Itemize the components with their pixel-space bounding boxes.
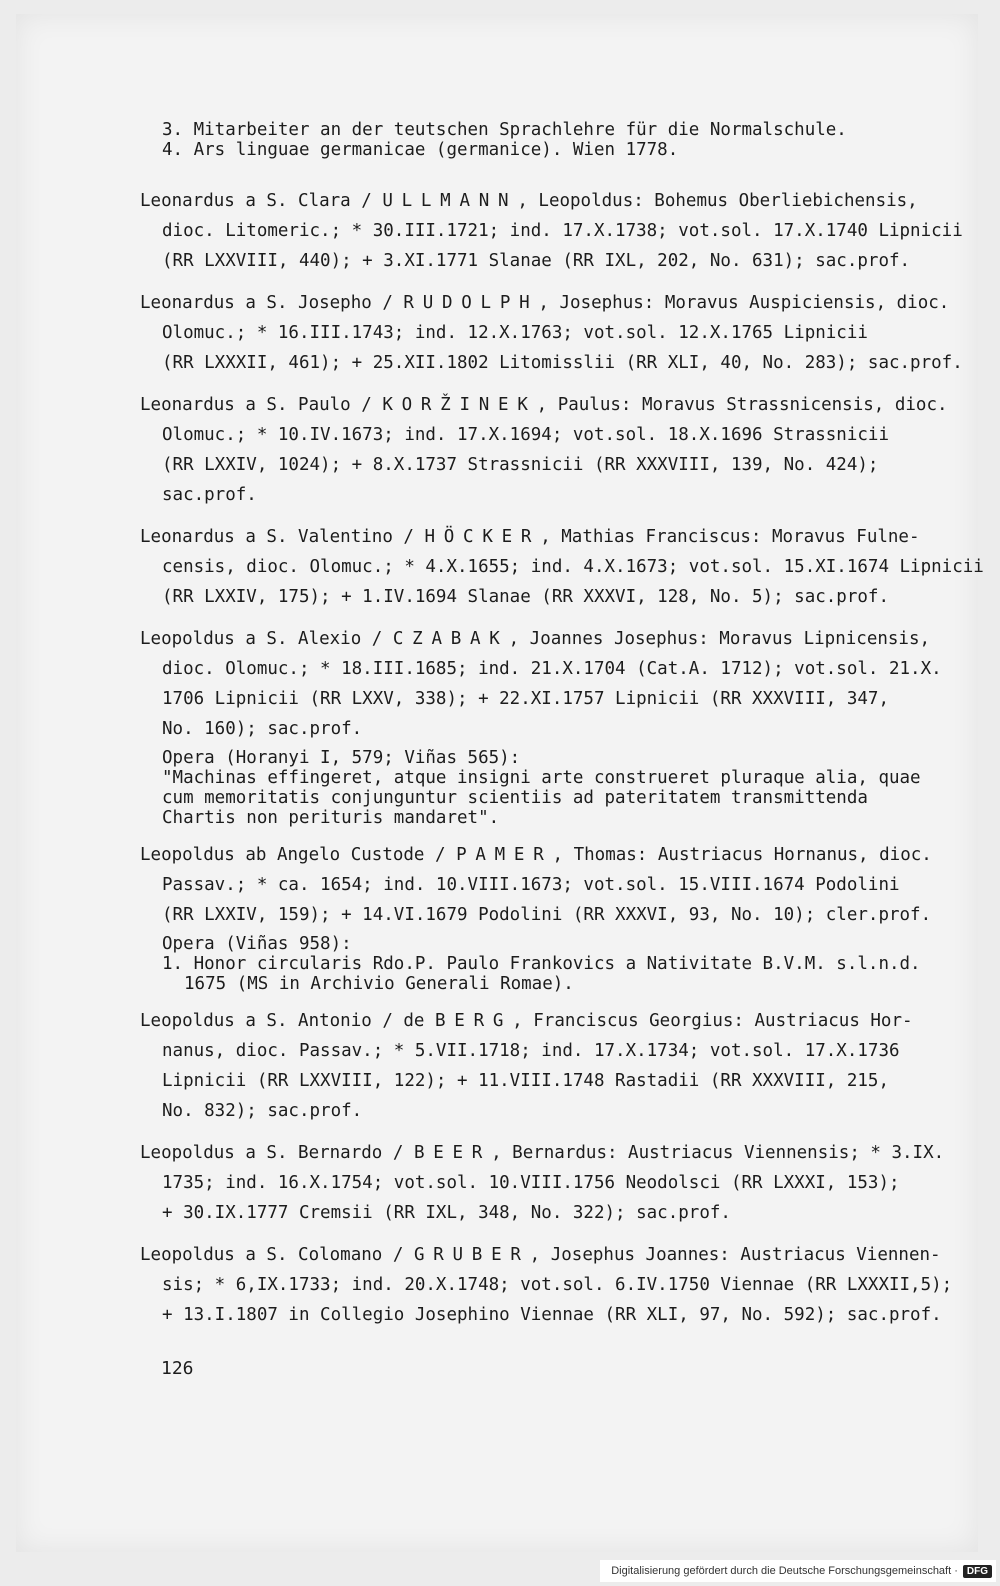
entry-detail-line: (RR LXXIV, 1024); + 8.X.1737 Strassnicii (RR XXXVIII, 139, No. 424); <box>162 455 879 475</box>
entry-religious-name: Leopoldus a S. Colomano / <box>140 1245 414 1265</box>
entry-detail-line: + 30.IX.1777 Cremsii (RR IXL, 348, No. 322); sac.prof. <box>162 1203 731 1223</box>
entry-detail-line: censis, dioc. Olomuc.; * 4.X.1655; ind. 4.X.1673; vot.sol. 15.XI.1674 Lipnicii <box>162 557 984 577</box>
entry-list <box>140 186 984 1330</box>
entry <box>140 840 970 994</box>
opera-line: "Machinas effingeret, atque insigni arte construeret pluraque alia, quae <box>162 768 921 788</box>
entry-detail-line: 1735; ind. 16.X.1754; vot.sol. 10.VIII.1756 Neodolsci (RR LXXXI, 153); <box>162 1173 900 1193</box>
entry-detail-line: (RR LXXIV, 159); + 14.VI.1679 Podolini (RR XXXVI, 93, No. 10); cler.prof. <box>162 905 932 925</box>
entry-detail-line: + 13.I.1807 in Collegio Josephino Viennae (RR XLI, 97, No. 592); sac.prof. <box>162 1305 942 1325</box>
entry <box>140 624 970 828</box>
entry-detail-line: Passav.; * ca. 1654; ind. 10.VIII.1673; vot.sol. 15.VIII.1674 Podolini <box>162 875 900 895</box>
entry <box>140 1240 970 1330</box>
entry-surname: ULLMANN <box>382 191 518 211</box>
entry <box>140 186 970 276</box>
entry-surname: KORŽINEK <box>382 395 537 415</box>
entry-heading-line <box>140 1138 970 1168</box>
entry-detail-line: (RR LXXVIII, 440); + 3.XI.1771 Slanae (RR IXL, 202, No. 631); sac.prof. <box>162 251 911 271</box>
entry-baptismal-name: , Franciscus Georgius: Austriacus Hor- <box>512 1011 913 1031</box>
entry-religious-name: Leopoldus ab Angelo Custode / <box>140 845 457 865</box>
intro-line: 4. Ars linguae germanicae (germanice). Wien 1778. <box>162 140 679 160</box>
entry-detail-line: (RR LXXIV, 175); + 1.IV.1694 Slanae (RR XXXVI, 128, No. 5); sac.prof. <box>162 587 889 607</box>
entry-surname: GRUBER <box>413 1245 530 1265</box>
entry-heading-line <box>140 186 970 216</box>
entry-surname: BERG <box>435 1011 513 1031</box>
entry-detail-line: Olomuc.; * 16.III.1743; ind. 12.X.1763; vot.sol. 12.X.1765 Lipnicii <box>162 323 868 343</box>
opera-line: 1. Honor circularis Rdo.P. Paulo Frankovics a Nativitate B.V.M. s.l.n.d. <box>162 954 921 974</box>
entry-baptismal-name: , Thomas: Austriacus Hornanus, dioc. <box>552 845 932 865</box>
entry-detail-line: (RR LXXXII, 461); + 25.XII.1802 Litomisslii (RR XLI, 40, No. 283); sac.prof. <box>162 353 963 373</box>
entry-surname: RUDOLPH <box>403 293 539 313</box>
entry-baptismal-name: , Leopoldus: Bohemus Oberliebichensis, <box>517 191 918 211</box>
entry <box>140 1006 970 1126</box>
entry-surname: PAMER <box>456 845 553 865</box>
entry-surname: CZABAK <box>392 629 509 649</box>
page-sheet <box>16 14 984 1552</box>
entry-detail-line: 1706 Lipnicii (RR LXXV, 338); + 22.XI.1757 Lipnicii (RR XXXVIII, 347, <box>162 689 889 709</box>
entry-surname: BEER <box>413 1143 492 1163</box>
entry-heading-line <box>140 522 970 552</box>
entry-heading-line <box>140 390 970 420</box>
entry-heading-line <box>140 288 970 318</box>
page-content <box>140 120 984 1342</box>
entry-religious-name: Leonardus a S. Valentino / <box>140 527 425 547</box>
entry-baptismal-name: , Josephus: Moravus Auspiciensis, dioc. <box>538 293 950 313</box>
entry-religious-name: Leopoldus a S. Bernardo / <box>140 1143 414 1163</box>
entry-religious-name: Leopoldus a S. Antonio / de <box>140 1011 436 1031</box>
entry-baptismal-name: , Paulus: Moravus Strassnicensis, dioc. <box>536 395 948 415</box>
entry-opera <box>162 748 970 828</box>
entry-detail-line: sac.prof. <box>162 485 257 505</box>
footer-text: Digitalisierung gefördert durch die Deutsche Forschungsgemeinschaft · <box>611 1565 958 1577</box>
intro-list <box>140 120 970 160</box>
entry-detail-line: Olomuc.; * 10.IV.1673; ind. 17.X.1694; vot.sol. 18.X.1696 Strassnicii <box>162 425 889 445</box>
entry-heading-line <box>140 1006 970 1036</box>
entry-detail-line: sis; * 6,IX.1733; ind. 20.X.1748; vot.sol. 6.IV.1750 Viennae (RR LXXXII,5); <box>162 1275 953 1295</box>
intro-line: 3. Mitarbeiter an der teutschen Sprachlehre für die Normalschule. <box>162 120 847 140</box>
entry <box>140 390 970 510</box>
entry-religious-name: Leonardus a S. Josepho / <box>140 293 404 313</box>
entry-opera <box>162 934 970 994</box>
opera-line: Opera (Viñas 958): <box>162 934 352 954</box>
entry-detail-line: nanus, dioc. Passav.; * 5.VII.1718; ind. 17.X.1734; vot.sol. 17.X.1736 <box>162 1041 900 1061</box>
entry <box>140 522 984 612</box>
entry-baptismal-name: , Bernardus: Austriacus Viennensis; * 3.IX. <box>491 1143 945 1163</box>
entry-heading-line <box>140 840 970 870</box>
entry-baptismal-name: , Mathias Franciscus: Moravus Fulne- <box>540 527 920 547</box>
entry-heading-line <box>140 624 970 654</box>
digitization-footer <box>600 1560 996 1582</box>
page-number: 126 <box>161 1358 194 1379</box>
entry-baptismal-name: , Joannes Josephus: Moravus Lipnicensis, <box>508 629 931 649</box>
entry-religious-name: Leonardus a S. Paulo / <box>140 395 383 415</box>
entry-detail-line: No. 160); sac.prof. <box>162 719 363 739</box>
entry-religious-name: Leonardus a S. Clara / <box>140 191 383 211</box>
entry-religious-name: Leopoldus a S. Alexio / <box>140 629 393 649</box>
entry-baptismal-name: , Josephus Joannes: Austriacus Viennen- <box>529 1245 941 1265</box>
dfg-logo: DFG <box>963 1565 992 1578</box>
entry <box>140 1138 970 1228</box>
opera-line: 1675 (MS in Archivio Generali Romae). <box>184 974 574 994</box>
opera-line: Opera (Horanyi I, 579; Viñas 565): <box>162 748 521 768</box>
entry-detail-line: Lipnicii (RR LXXVIII, 122); + 11.VIII.1748 Rastadii (RR XXXVIII, 215, <box>162 1071 889 1091</box>
opera-line: Chartis non perituris mandaret". <box>162 808 500 828</box>
entry-detail-line: No. 832); sac.prof. <box>162 1101 363 1121</box>
entry-surname: HÖCKER <box>424 527 541 547</box>
entry-detail-line: dioc. Olomuc.; * 18.III.1685; ind. 21.X.1704 (Cat.A. 1712); vot.sol. 21.X. <box>162 659 942 679</box>
entry <box>140 288 970 378</box>
opera-line: cum memoritatis conjunguntur scientiis ad pateritatem transmittenda <box>162 788 868 808</box>
entry-detail-line: dioc. Litomeric.; * 30.III.1721; ind. 17.X.1738; vot.sol. 17.X.1740 Lipnicii <box>162 221 963 241</box>
entry-heading-line <box>140 1240 970 1270</box>
